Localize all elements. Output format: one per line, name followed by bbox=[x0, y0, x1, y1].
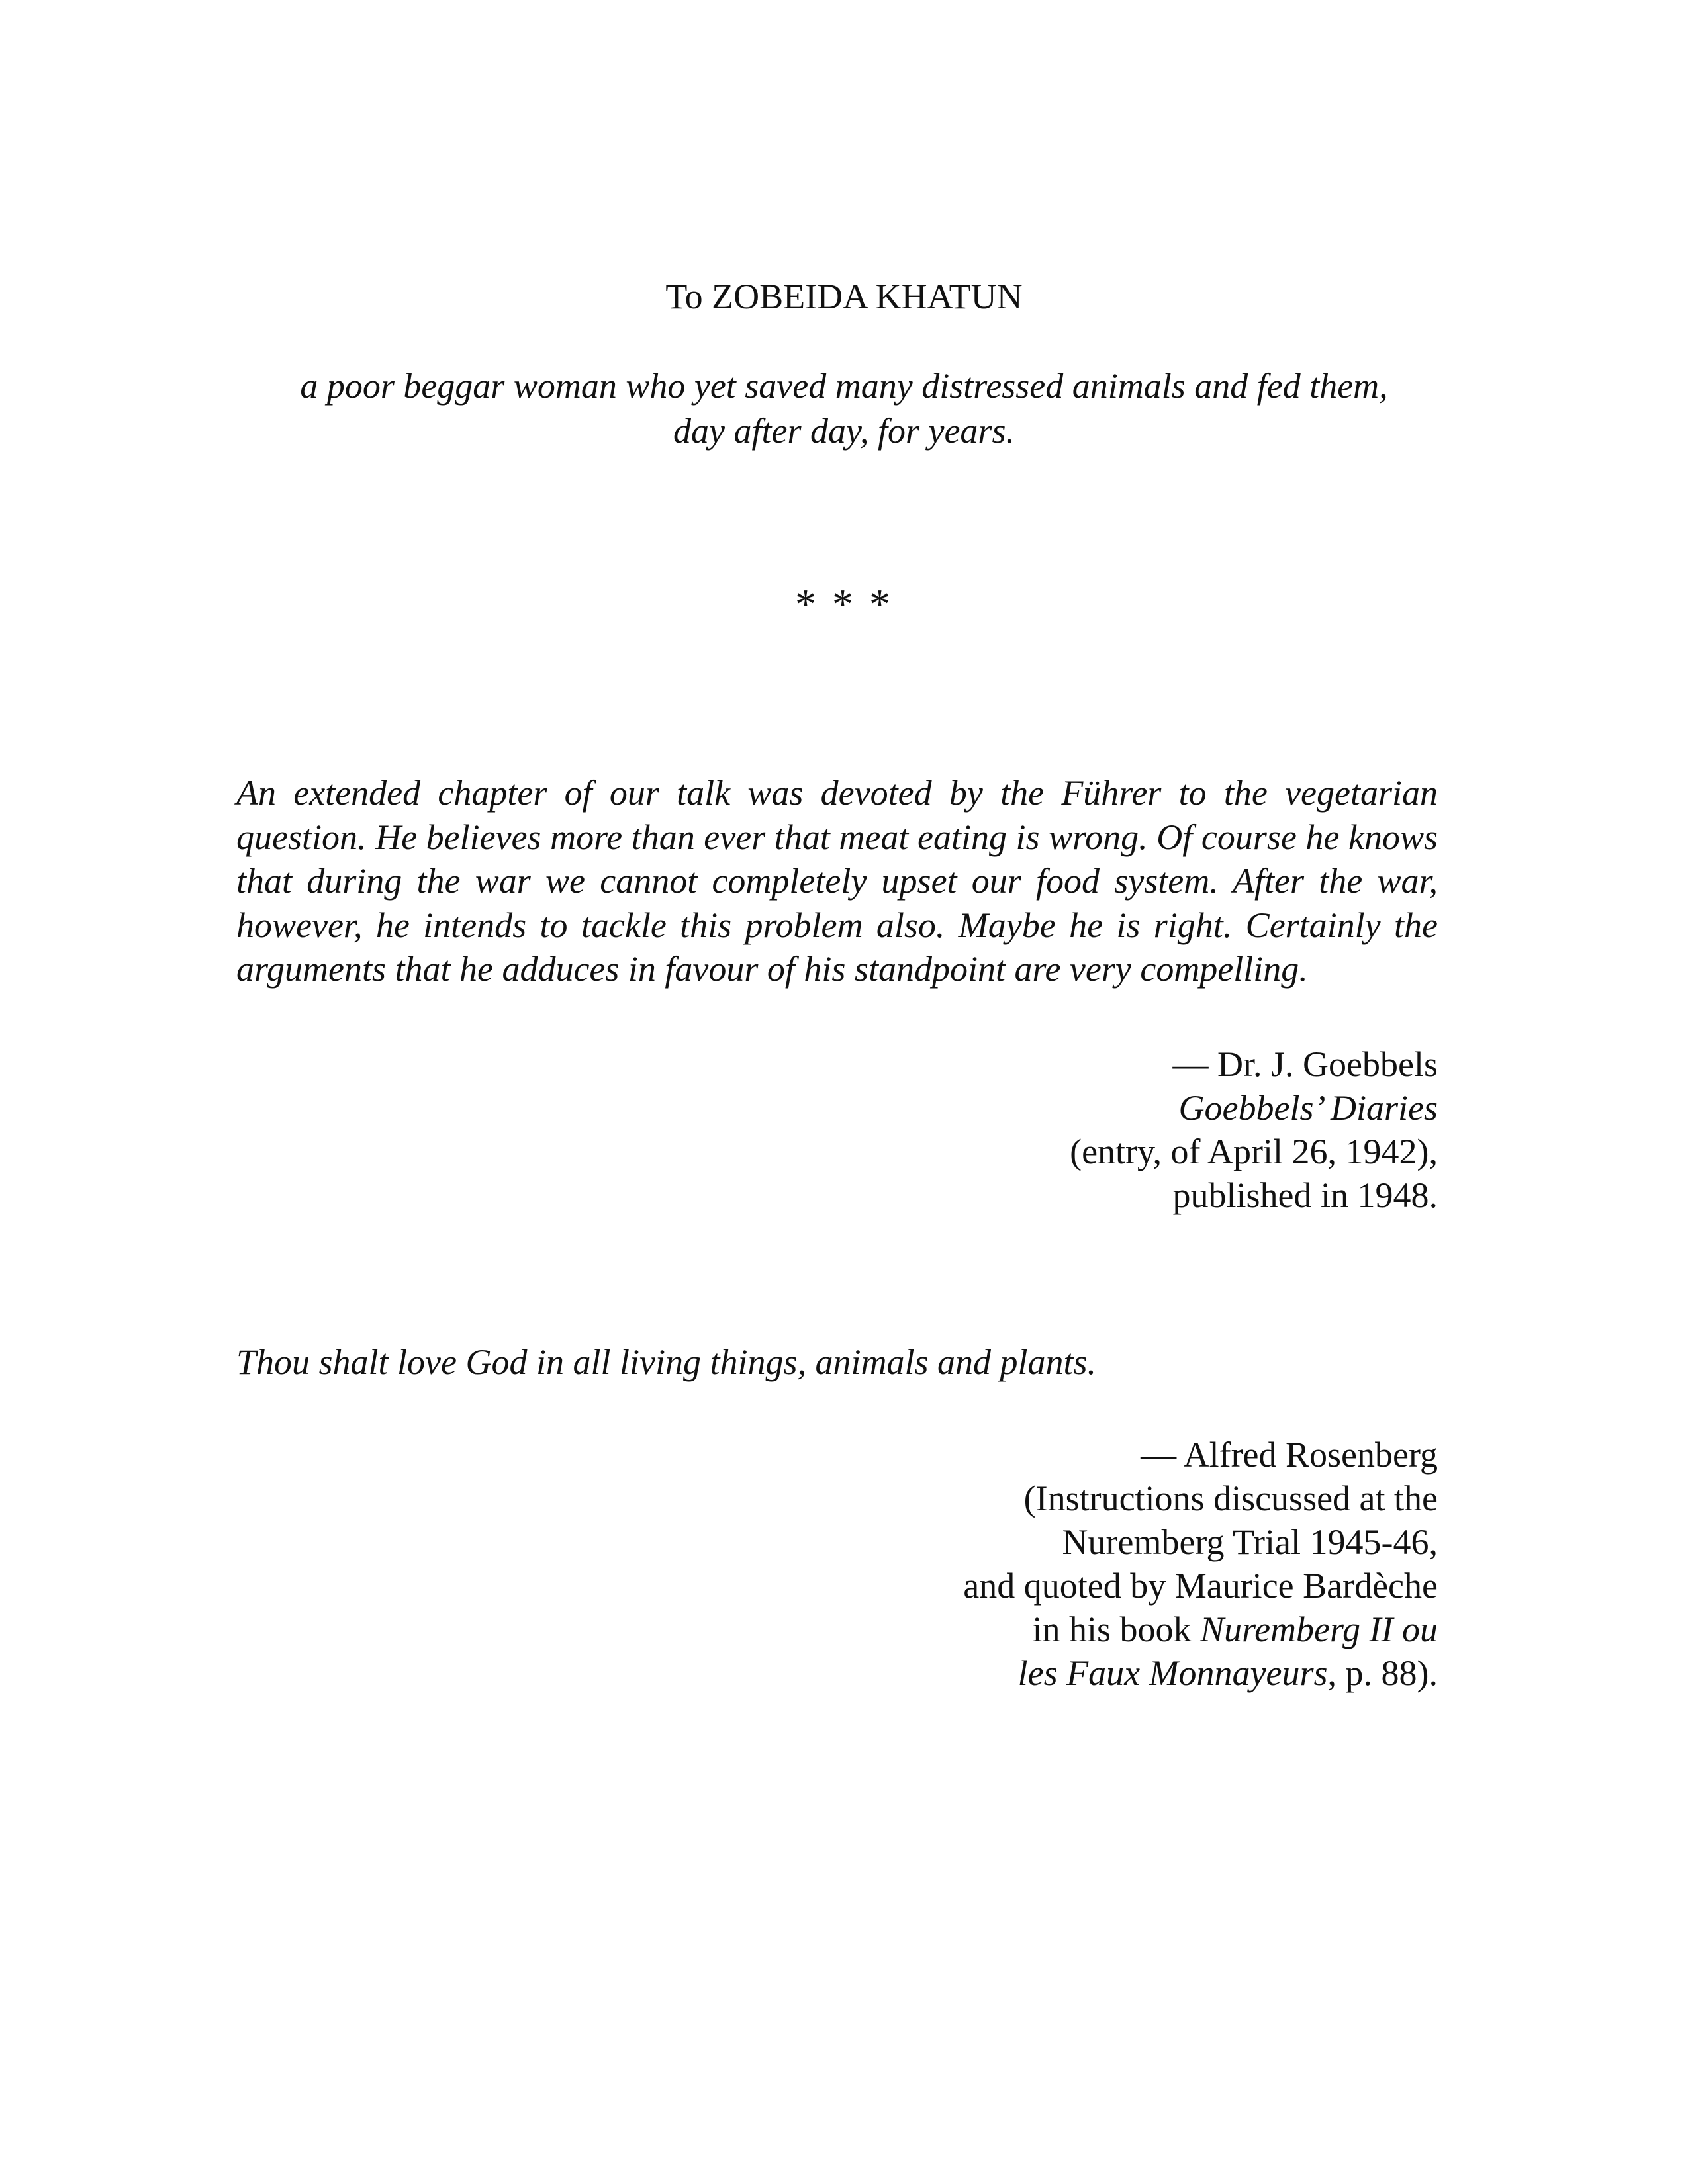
section-separator: * * * bbox=[795, 580, 893, 627]
page-reference: , p. 88). bbox=[1327, 1653, 1438, 1693]
rosenberg-attribution-line-5 bbox=[1018, 1651, 1438, 1695]
goebbels-attribution-author: — Dr. J. Goebbels bbox=[1172, 1044, 1438, 1084]
goebbels-attribution-published: published in 1948. bbox=[1172, 1175, 1438, 1215]
rosenberg-attribution-line-1: (Instructions discussed at the bbox=[1023, 1479, 1438, 1518]
rosenberg-attribution-author: — Alfred Rosenberg bbox=[1141, 1435, 1438, 1475]
goebbels-attribution-title: Goebbels’ Diaries bbox=[1178, 1088, 1438, 1128]
dedication-title: To ZOBEIDA KHATUN bbox=[665, 277, 1023, 316]
book-title-part-1: Nuremberg II ou bbox=[1200, 1610, 1438, 1649]
book-title-part-2: les Faux Monnayeurs bbox=[1017, 1653, 1328, 1693]
rosenberg-attribution-line-3: and quoted by Maurice Bardèche bbox=[963, 1566, 1438, 1606]
dedication-line-1: a poor beggar woman who yet saved many distressed animals and fed them, bbox=[300, 366, 1388, 406]
goebbels-quote: An extended chapter of our talk was devoted by the Führer to the vegetarian question. He believes more than ever that meat eating is wrong. Of course he knows that during the war we cannot completely upset our food system. After the war, however, he intends to tackle this problem also. Maybe he is right. Certainly the arguments that he adduces in favour of his standpoint are very compelling. bbox=[236, 773, 1438, 989]
dedication-line-2: day after day, for years. bbox=[673, 411, 1015, 451]
rosenberg-quote: Thou shalt love God in all living things, animals and plants. bbox=[236, 1342, 1097, 1382]
goebbels-attribution-entry: (entry, of April 26, 1942), bbox=[1070, 1132, 1438, 1171]
book-prefix: in his book bbox=[1032, 1610, 1201, 1649]
rosenberg-attribution-line-4 bbox=[1033, 1608, 1438, 1651]
rosenberg-attribution-line-2: Nuremberg Trial 1945-46, bbox=[1062, 1522, 1438, 1562]
